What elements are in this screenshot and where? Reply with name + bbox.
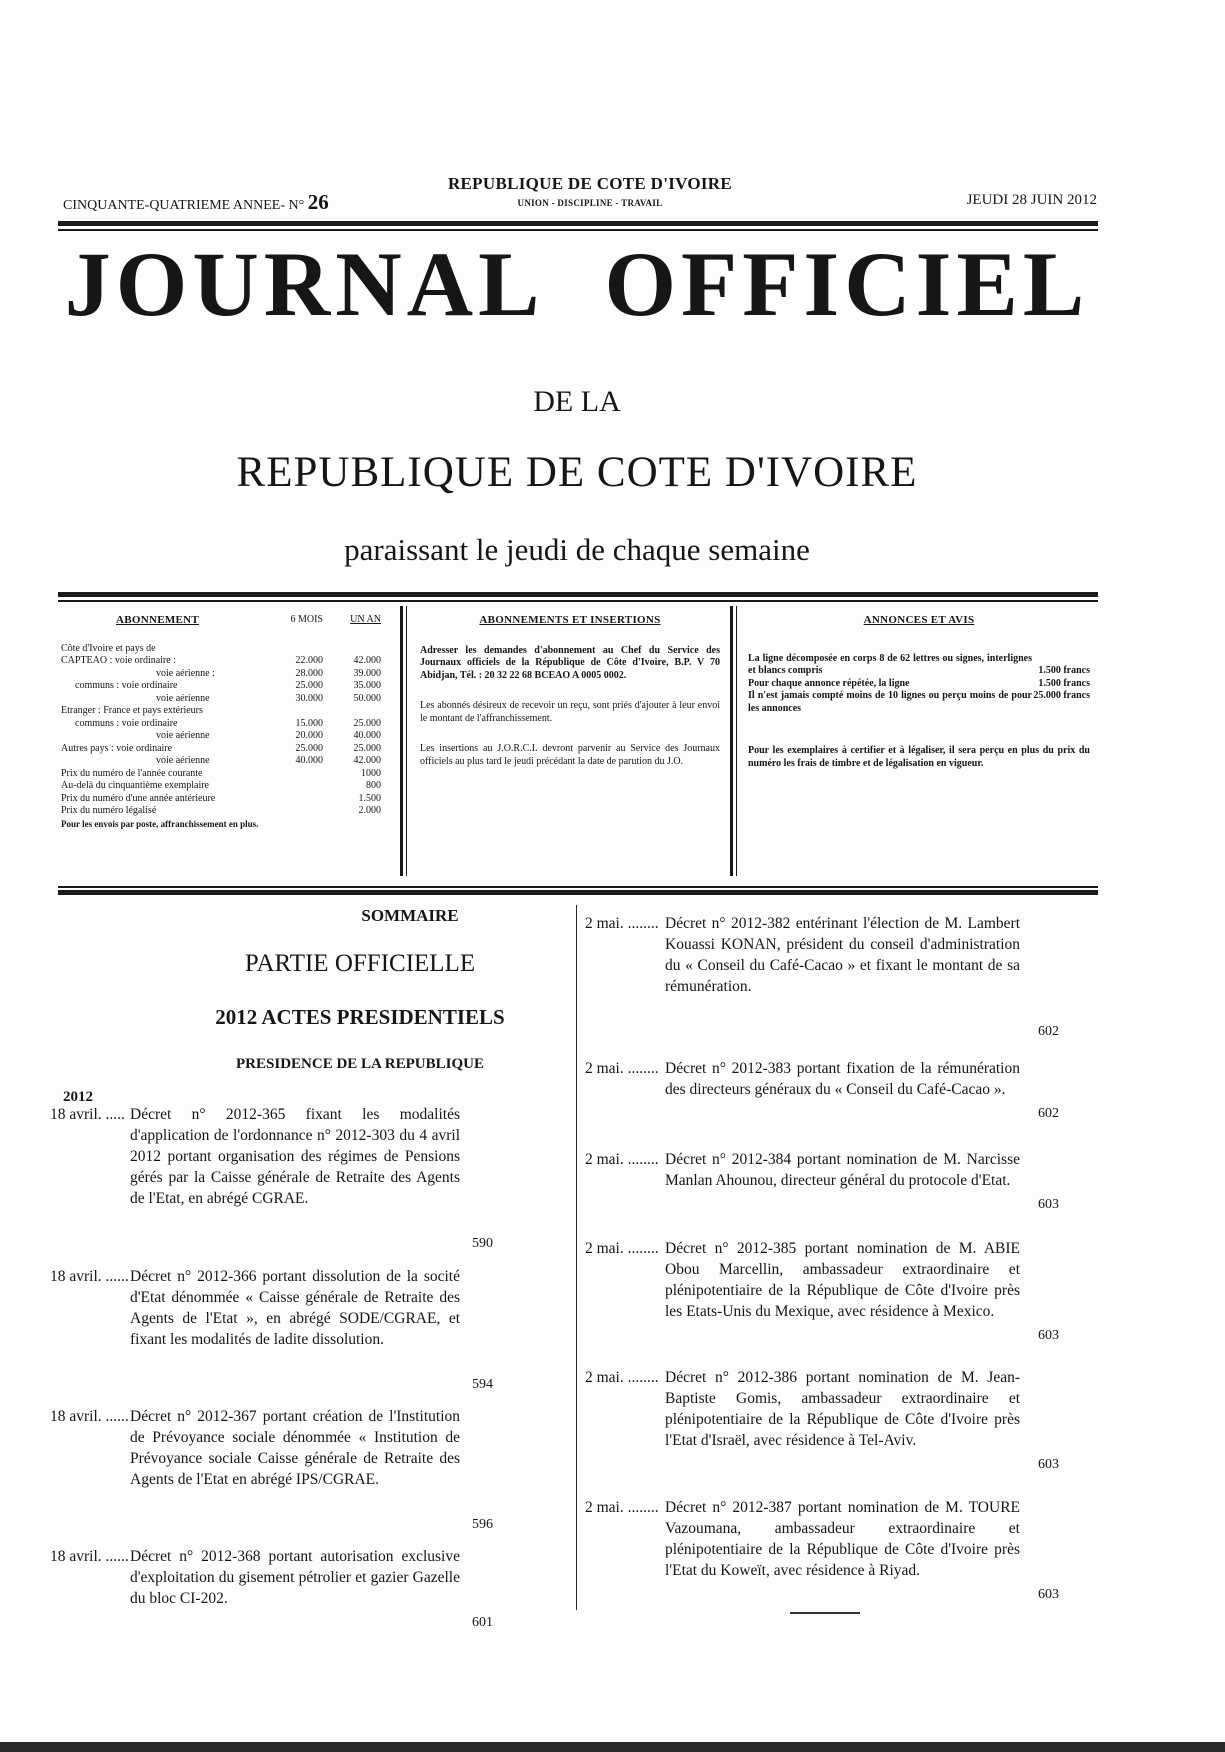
- box-separator-1: [400, 606, 403, 876]
- tarif-label: Prix du numéro d'une année antérieure: [61, 792, 216, 804]
- tarif-row: [61, 718, 381, 731]
- annonces-paragraph-certifier: Pour les exemplaires à certifier et à légaliser, il sera perçu en plus du prix du numéro les frais de timbre et de légalisation en vigueur.: [748, 745, 1090, 769]
- year-heading: 2012: [63, 1089, 93, 1105]
- tarif-unan: 2.000: [358, 805, 381, 816]
- entry-date: 2 mai. ........: [585, 1369, 659, 1386]
- entry-text: Décret n° 2012-383 portant fixation de la rémunération des directeurs généraux du « Conseil du Café-Cacao ».: [665, 1060, 1020, 1098]
- entry-text: Décret n° 2012-382 entérinant l'élection de M. Lambert Kouassi KONAN, président du conseil d'administration du « Conseil du Café-Cacao » et fixant le montant de sa rémunération.: [665, 915, 1020, 995]
- box-bottom-rule-thick: [58, 890, 1098, 895]
- box-separator-2: [730, 606, 733, 876]
- entry-text: Décret n° 2012-384 portant nomination de M. Narcisse Manlan Ahounou, directeur général du protocole d'Etat.: [665, 1151, 1020, 1189]
- entry-date: 18 avril. ......: [50, 1548, 129, 1565]
- tarif-6mois: [271, 793, 323, 806]
- entry-text: Décret n° 2012-365 fixant les modalités d'application de l'ordonnance n° 2012-303 du 4 avril 2012 portant organisation des régimes de Pensions gérés par la Caisse générale de Retraite des Agents de l'Etat, en abrégé CGRAE.: [130, 1106, 460, 1207]
- header-devise: UNION - DISCIPLINE - TRAVAIL: [517, 198, 663, 208]
- sommaire-entry: [585, 1367, 1100, 1472]
- tarif-row: [61, 755, 381, 768]
- annonces-line-2-text: Pour chaque annonce répétée, la ligne: [748, 677, 910, 689]
- insertions-paragraph-3: Les insertions au J.O.R.C.I. devront parvenir au Service des Journaux officiels au plus tard le jeudi précédant la date de parution du J.O.: [420, 743, 720, 767]
- annee-label: CINQUANTE-QUATRIEME ANNEE- N°: [63, 198, 305, 213]
- entry-page: 603: [1038, 1328, 1059, 1343]
- annonces-line-3-text: Il n'est jamais compté moins de 10 lignes ou perçu moins de pour les annonces: [748, 690, 1032, 714]
- sommaire-entry: [50, 1104, 540, 1251]
- entry-page: 602: [1038, 1024, 1059, 1039]
- abonnement-column: [61, 614, 381, 830]
- tarif-6mois: 25.000: [295, 680, 323, 691]
- tarif-row: [61, 668, 381, 681]
- tarif-6mois: 28.000: [295, 667, 323, 679]
- annonces-price-2: 1.500 francs: [1038, 677, 1090, 689]
- tarif-6mois: 20.000: [295, 730, 323, 741]
- tarif-unan: 42.000: [353, 655, 381, 666]
- entry-text: Décret n° 2012-386 portant nomination de M. Jean-Baptiste Gomis, ambassadeur extraordinaire et plénipotentiaire de la République de Côte d'Ivoire près l'Etat d'Israël, avec résidence à Tel-Aviv.: [665, 1369, 1020, 1449]
- annonces-column: [748, 614, 1090, 770]
- masthead-republique: REPUBLIQUE DE COTE D'IVOIRE: [236, 449, 918, 496]
- sommaire-entry: [50, 1266, 540, 1392]
- tarif-label: Prix du numéro de l'année courante: [61, 767, 203, 779]
- info-box: [58, 600, 1098, 882]
- annonces-price-1: 1.500 francs: [1038, 665, 1090, 676]
- header-date: JEUDI 28 JUIN 2012: [966, 192, 1097, 208]
- tarif-6mois: [271, 705, 323, 718]
- tarif-label: Autres pays : voie ordinaire: [61, 742, 173, 754]
- tarif-6mois: [271, 805, 323, 818]
- abonnement-col-unan: UN AN: [350, 614, 381, 625]
- scan-bottom-edge: [0, 1742, 1225, 1752]
- masthead-de-la: DE LA: [533, 385, 621, 418]
- sommaire-entry: [585, 913, 1100, 1039]
- masthead-title: [60, 233, 1094, 335]
- tarif-unan: [323, 705, 381, 718]
- entry-page: 602: [1038, 1106, 1059, 1121]
- annonces-price-3: 25.000 francs: [1033, 690, 1090, 701]
- tarif-unan: 50.000: [353, 692, 381, 704]
- end-mark: [790, 1612, 860, 1614]
- tarif-row: [61, 655, 381, 668]
- sommaire-entry: [585, 1497, 1100, 1602]
- tarif-unan: 25.000: [353, 717, 381, 729]
- insertions-paragraph-2: Les abonnés désireux de recevoir un reçu, sont priés d'ajouter à leur envoi le montant de l'affranchissement.: [420, 700, 720, 724]
- abonnements-insertions-heading: ABONNEMENTS ET INSERTIONS: [479, 614, 661, 626]
- tarif-label: CAPTEAO : voie ordinaire :: [61, 655, 176, 666]
- masthead-title-officiel: OFFICIEL: [604, 233, 1090, 335]
- sommaire-entry: [585, 1149, 1100, 1212]
- entry-page: 603: [1038, 1197, 1059, 1212]
- entry-date: 2 mai. ........: [585, 1060, 659, 1077]
- annonces-heading: ANNONCES ET AVIS: [863, 614, 975, 626]
- sommaire-entry: [585, 1238, 1100, 1343]
- tarif-6mois: 25.000: [295, 742, 323, 754]
- entry-page: 594: [472, 1377, 493, 1392]
- header-republique: [400, 174, 780, 208]
- abonnement-header-row: [61, 614, 381, 627]
- tarif-row: [61, 693, 381, 706]
- numero: 26: [307, 190, 329, 214]
- tarif-unan: 1.500: [358, 792, 381, 804]
- box-top-rule-thick: [58, 592, 1098, 597]
- entry-page: 601: [472, 1615, 493, 1630]
- header-rule-thick: [58, 221, 1098, 226]
- masthead-title-journal: JOURNAL: [64, 233, 545, 335]
- tarif-row: [61, 730, 381, 743]
- abonnement-footnote: Pour les envois par poste, affranchissement en plus.: [61, 818, 259, 829]
- entry-text: Décret n° 2012-387 portant nomination de M. TOURE Vazoumana, ambassadeur extraordinaire et plénipotentiaire de la République de Côte d'Ivoire près l'Etat du Koweït, avec résidence à Riyad.: [665, 1499, 1020, 1579]
- tarif-label: voie aérienne: [156, 730, 210, 741]
- tarif-row: [61, 780, 381, 793]
- tarif-label: Au-delà du cinquantième exemplaire: [61, 780, 209, 791]
- box-separator-1b: [406, 606, 407, 876]
- tarif-unan: 42.000: [353, 755, 381, 766]
- entry-text: Décret n° 2012-368 portant autorisation exclusive d'exploitation du gisement pétrolier et gazier Gazelle du bloc CI-202.: [130, 1548, 460, 1607]
- tarif-6mois: 15.000: [295, 717, 323, 729]
- annonces-line-1: [748, 653, 1090, 678]
- tarif-unan: 800: [366, 780, 381, 791]
- box-separator-2b: [736, 606, 737, 876]
- header-republique-name: REPUBLIQUE DE COTE D'IVOIRE: [447, 174, 733, 193]
- entry-date: 2 mai. ........: [585, 1151, 659, 1168]
- tarif-row: [61, 793, 381, 806]
- box-bottom-rule-thin: [58, 886, 1098, 888]
- entry-date: 2 mai. ........: [585, 1499, 659, 1516]
- tarif-unan: 39.000: [353, 667, 381, 679]
- annee-numero: [63, 190, 329, 215]
- tarif-unan: 35.000: [353, 680, 381, 691]
- entry-page: 603: [1038, 1587, 1059, 1602]
- sommaire-entry: [50, 1406, 540, 1532]
- tarif-row: [61, 743, 381, 756]
- tarif-6mois: [271, 768, 323, 781]
- tarif-6mois: 40.000: [295, 755, 323, 766]
- tarif-row: [61, 680, 381, 693]
- actes-presidentiels: 2012 ACTES PRESIDENTIELS: [215, 1005, 505, 1029]
- entry-date: 18 avril. .....: [50, 1106, 125, 1123]
- entry-date: 2 mai. ........: [585, 915, 659, 932]
- tarif-label: communs : voie ordinaire: [75, 680, 178, 691]
- tarif-unan: 40.000: [353, 730, 381, 741]
- sommaire-entry: [50, 1546, 540, 1630]
- entry-text: Décret n° 2012-367 portant création de l'Institution de Prévoyance sociale dénommée « Institution de Prévoyance sociale Caisse générale de Retraite des Agents de l'Etat en abrégé IPS/CGRAE.: [130, 1408, 460, 1488]
- entry-date: 18 avril. ......: [50, 1268, 129, 1285]
- tarif-label: Etranger : France et pays extérieurs: [61, 705, 203, 716]
- tarif-unan: 25.000: [353, 742, 381, 754]
- tarif-row: [61, 805, 381, 818]
- abonnement-heading: ABONNEMENT: [116, 614, 200, 626]
- annonces-line-3: [748, 690, 1090, 715]
- presidence-heading: PRESIDENCE DE LA REPUBLIQUE: [236, 1056, 484, 1072]
- abonnements-insertions-column: [420, 614, 720, 768]
- entry-date: 2 mai. ........: [585, 1240, 659, 1257]
- entry-text: Décret n° 2012-366 portant dissolution de la socité d'Etat dénommée « Caisse générale de Retraite des Agents de l'Etat », en abrégé SODE/CGRAE, et fixant les modalités de ladite dissolution.: [130, 1268, 460, 1348]
- tarif-label: voie aérienne :: [156, 667, 215, 679]
- column-separator: [576, 905, 577, 1610]
- tarif-6mois: 30.000: [295, 692, 323, 704]
- sommaire-title: SOMMAIRE: [361, 906, 459, 925]
- annonces-line-1-text: La ligne décomposée en corps 8 de 62 lettres ou signes, interlignes et blancs compris: [748, 652, 1032, 676]
- tarif-label: voie aérienne: [156, 692, 210, 704]
- tarif-label: Prix du numéro légalisé: [61, 805, 157, 816]
- header-rule-thin: [58, 229, 1098, 231]
- entry-page: 603: [1038, 1457, 1059, 1472]
- masthead-paraissant: paraissant le jeudi de chaque semaine: [344, 532, 810, 567]
- entry-page: 596: [472, 1517, 493, 1532]
- sommaire-entry: [585, 1058, 1100, 1121]
- entry-page: 590: [472, 1236, 493, 1251]
- tarif-unan: 1000: [361, 767, 381, 779]
- annonces-line-2: [748, 678, 1090, 691]
- tarif-label: communs : voie ordinaire: [75, 717, 178, 729]
- insertions-paragraph-1: Adresser les demandes d'abonnement au Chef du Service des Journaux officiels de la République de Côte d'Ivoire, B.P. V 70 Abidjan, Tél. : 20 32 22 68 BCEAO A 0005 0002.: [420, 644, 720, 681]
- tarif-label: voie aérienne: [156, 755, 210, 766]
- abonnement-col-6mois: 6 MOIS: [290, 614, 323, 625]
- abonnement-rows: [61, 655, 381, 818]
- entry-text: Décret n° 2012-385 portant nomination de M. ABIE Obou Marcellin, ambassadeur extraordinaire et plénipotentiaire de la République de Côte d'Ivoire près les Etats-Unis du Mexique, avec résidence à Mexico.: [665, 1240, 1020, 1320]
- partie-officielle: PARTIE OFFICIELLE: [244, 950, 476, 977]
- tarif-6mois: 22.000: [295, 655, 323, 666]
- tarif-6mois: [271, 780, 323, 793]
- tarif-row: [61, 705, 381, 718]
- abonnement-intro: Côte d'Ivoire et pays de: [61, 642, 156, 654]
- entry-date: 18 avril. ......: [50, 1408, 129, 1425]
- tarif-row: [61, 768, 381, 781]
